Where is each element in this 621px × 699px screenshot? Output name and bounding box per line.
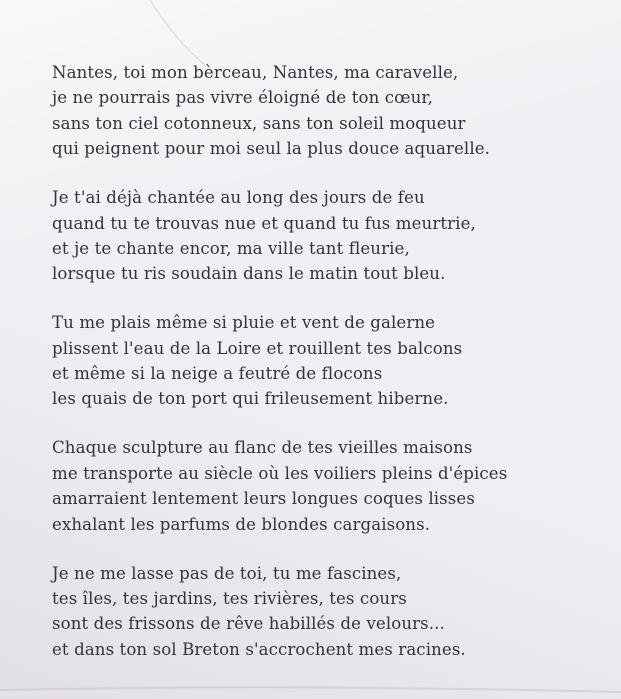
poem-line: les quais de ton port qui frileusement hiberne. — [52, 389, 449, 409]
poem-stanza-2 — [52, 185, 592, 287]
poem — [52, 60, 592, 686]
poem-line: Tu me plais même si pluie et vent de galerne — [52, 313, 436, 333]
poem-line: Je t'ai déjà chantée au long des jours de feu — [52, 188, 425, 208]
poem-line: Nantes, toi mon bèrceau, Nantes, ma caravelle, — [52, 63, 459, 82]
poem-line: me transporte au siècle où les voiliers pleins d'épices — [52, 463, 508, 483]
poem-line: lorsque tu ris soudain dans le matin tout bleu. — [52, 264, 446, 284]
poem-line: amarraient lentement leurs longues coques lisses — [52, 489, 475, 509]
poem-line: qui peignent pour moi seul la plus douce aquarelle. — [52, 139, 491, 159]
poem-line: Chaque sculpture au flanc de tes vieilles maisons — [52, 438, 473, 458]
poem-line: et dans ton sol Breton s'accrochent mes racines. — [52, 639, 466, 659]
poem-stanza-1 — [52, 60, 592, 162]
poem-line: tes îles, tes jardins, tes rivières, tes cours — [52, 588, 407, 608]
poem-stanza-5 — [52, 561, 592, 663]
poem-line: je ne pourrais pas vivre éloigné de ton cœur, — [52, 88, 434, 108]
poem-stanza-4 — [52, 435, 592, 537]
poem-stanza-3 — [52, 310, 592, 412]
poem-line: exhalant les parfums de blondes cargaisons. — [52, 514, 431, 534]
poem-line: plissent l'eau de la Loire et rouillent tes balcons — [52, 338, 463, 358]
poem-line: Je ne me lasse pas de toi, tu me fascines, — [52, 563, 402, 583]
poem-line: et je te chante encor, ma ville tant fleurie, — [52, 238, 410, 258]
poem-line: et même si la neige a feutré de flocons — [52, 364, 383, 384]
poem-line: sont des frissons de rêve habillés de velours... — [52, 614, 445, 634]
poem-line: sans ton ciel cotonneux, sans ton soleil moqueur — [52, 113, 466, 133]
poem-line: quand tu te trouvas nue et quand tu fus meurtrie, — [52, 213, 476, 233]
